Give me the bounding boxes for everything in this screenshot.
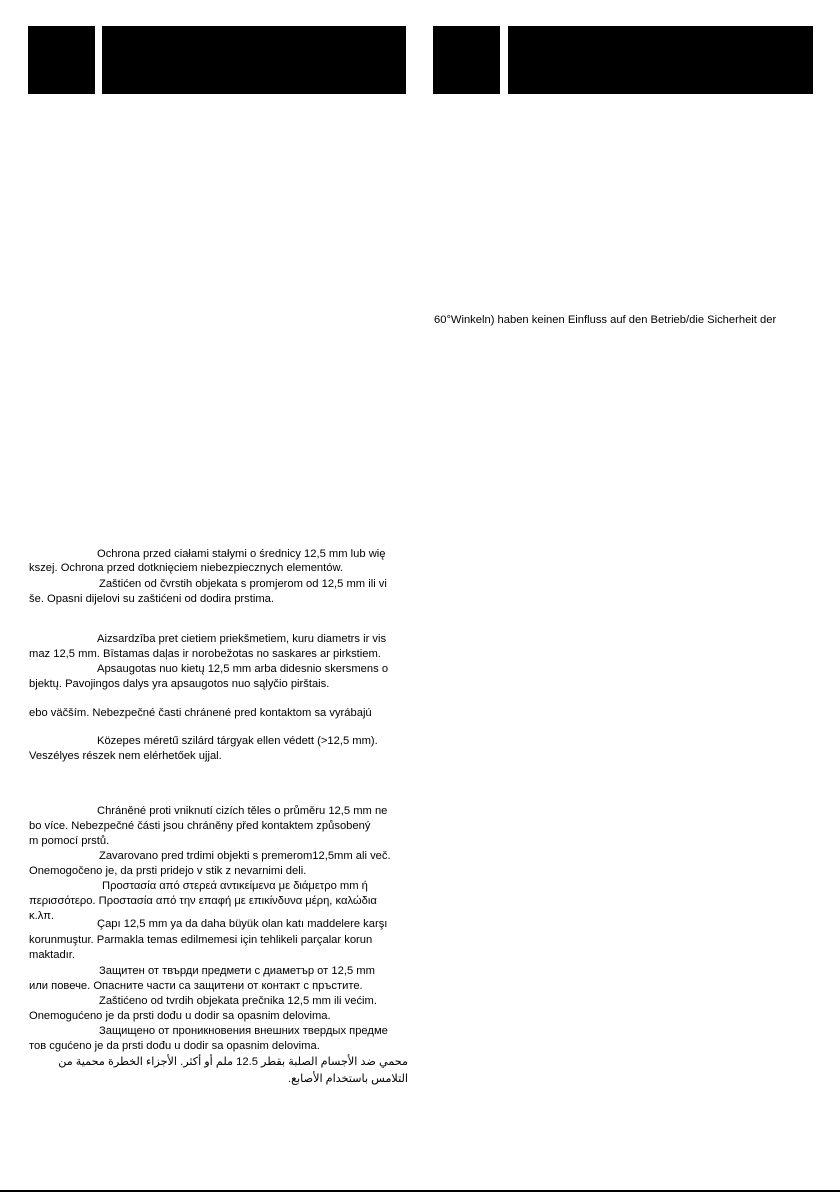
text-line-hr-1: Zaštićen od čvrstih objekata s promjerom od 12,5 mm ili vi xyxy=(99,578,387,590)
text-line-bg-1: Защитен от твърди предмети с диаметър от 12,5 mm xyxy=(99,965,375,977)
text-line-hu-1: Közepes méretű szilárd tárgyak ellen védett (>12,5 mm). xyxy=(97,735,378,747)
text-line-pl-2: kszej. Ochrona przed dotknięciem niebezpiecznych elementów. xyxy=(29,562,344,574)
text-line-hr-2: še. Opasni dijelovi su zaštićeni od dodira prstima. xyxy=(29,593,274,605)
text-line-cs-1: Chráněné proti vniknutí cizích těles o průměru 12,5 mm ne xyxy=(97,805,388,817)
text-line-sl-1: Zavarovano pred trdimi objekti s premerom12,5mm ali več. xyxy=(99,850,391,862)
text-line-sl-2: Onemogočeno je, da prsti pridejo v stik z nevarnimi deli. xyxy=(29,865,307,877)
text-line-tr-2: korunmuştur. Parmakla temas edilmemesi için tehlikeli parçalar korun xyxy=(29,934,373,946)
text-line-lv-1: Aizsardzība pret cietiem priekšmetiem, kuru diametrs ir vis xyxy=(97,633,387,645)
text-line-pl-1: Ochrona przed ciałami stałymi o średnicy 12,5 mm lub wię xyxy=(97,548,386,560)
text-line-ar-2: التلامس باستخدام الأصابع. xyxy=(287,1073,408,1085)
text-line-tr-3: maktadır. xyxy=(29,949,76,961)
text-line-ru-1: Защищено от проникновения внешних твердых предме xyxy=(99,1025,388,1037)
text-line-cs-3: m pomocí prstů. xyxy=(29,835,110,847)
text-line-lv-2: maz 12,5 mm. Bīstamas daļas ir norobežotas no saskares ar pirkstiem. xyxy=(29,648,381,660)
text-line-tr-1: Çapı 12,5 mm ya da daha büyük olan katı maddelere karşı xyxy=(97,918,388,930)
right-text-line: 60°Winkeln) haben keinen Einfluss auf den Betrieb/die Sicherheit der xyxy=(434,314,777,326)
text-line-el-1: Προστασία από στερεά αντικείμενα με διάμετρο mm ή xyxy=(102,880,368,892)
text-line-ar-1: محمي ضد الأجسام الصلبة بقطر 12.5 ملم أو أكثر. الأجزاء الخطرة محمية من xyxy=(58,1056,408,1068)
left-header-bar xyxy=(102,26,406,94)
right-header-bar xyxy=(508,26,813,94)
text-line-el-2: περισσότερο. Προστασία από την επαφή με επικίνδυνα μέρη, καλώδια xyxy=(29,895,377,907)
text-line-bg-2: или повече. Опасните части са защитени от контакт с пръстите. xyxy=(29,980,363,992)
text-line-hu-2: Veszélyes részek nem elérhetőek ujjal. xyxy=(29,750,222,762)
left-square-block xyxy=(28,26,95,94)
text-line-cs-2: bo více. Nebezpečné části jsou chráněny před kontaktem způsobený xyxy=(29,820,371,832)
text-line-sr-2: Onemogućeno je da prsti dođu u dodir sa opasnim delovima. xyxy=(29,1010,331,1022)
text-line-lt-1: Apsaugotas nuo kietų 12,5 mm arba didesnio skersmens o xyxy=(97,663,389,675)
text-line-ru-2: тов сgućeno je da prsti dođu u dodir sa opasnim delovima. xyxy=(29,1040,320,1052)
text-line-sk: ebo väčším. Nebezpečné časti chránené pred kontaktom sa vyrábajú xyxy=(29,707,372,719)
text-line-el-3: κ.λπ. xyxy=(29,910,55,922)
text-line-sr-1: Zaštićeno od tvrdih objekata prečnika 12,5 mm ili većim. xyxy=(99,995,377,1007)
right-square-block xyxy=(433,26,500,94)
text-line-lt-2: bjektų. Pavojingos dalys yra apsaugotos nuo sąlyčio pirštais. xyxy=(29,678,330,690)
